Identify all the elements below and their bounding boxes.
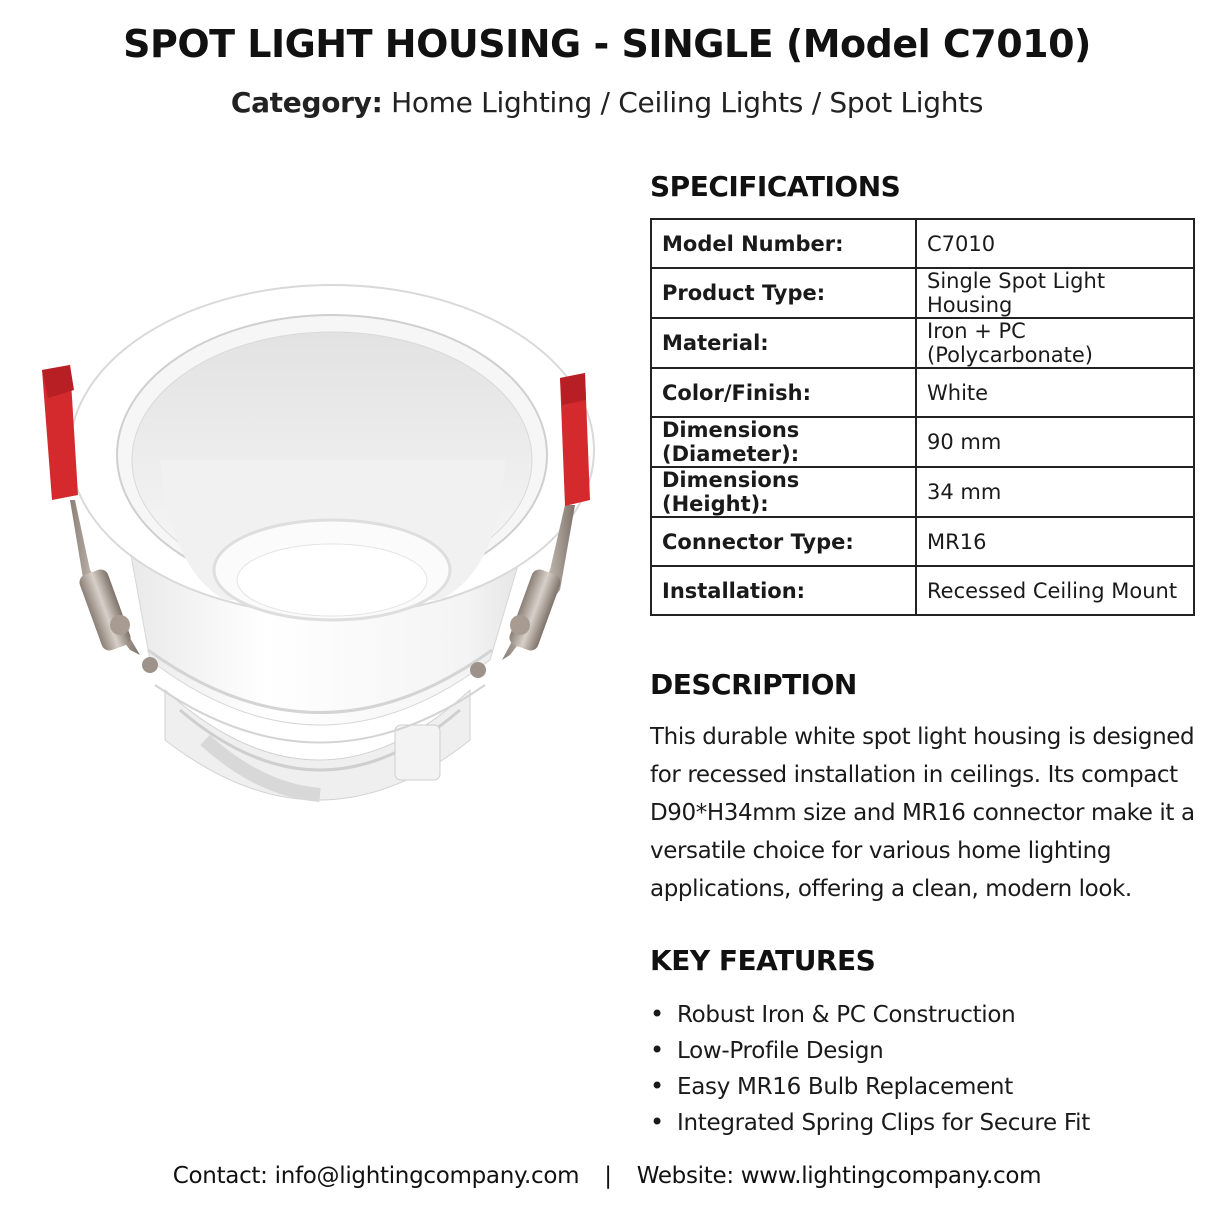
table-row (651, 417, 1194, 467)
table-row (651, 318, 1194, 368)
spec-value: MR16 (916, 517, 1194, 566)
description-heading: DESCRIPTION (650, 668, 857, 701)
bullet-icon: • (650, 1072, 664, 1100)
feature-text: Robust Iron & PC Construction (677, 1002, 1016, 1028)
table-row (651, 517, 1194, 566)
bullet-icon: • (650, 1000, 664, 1028)
page-title: SPOT LIGHT HOUSING - SINGLE (Model C7010) (123, 22, 1091, 66)
bullet-icon: • (650, 1036, 664, 1064)
contact-email[interactable]: Contact: info@lightingcompany.com (172, 1163, 580, 1189)
spec-key: Connector Type: (651, 517, 916, 566)
footer (0, 1163, 1214, 1189)
list-item (650, 1032, 1090, 1068)
category-line (0, 86, 1214, 119)
category-label: Category: (230, 86, 383, 119)
specifications-table (650, 218, 1195, 616)
spec-value: White (916, 368, 1194, 417)
feature-text: Low-Profile Design (677, 1038, 884, 1064)
features-list (650, 996, 1090, 1140)
spec-key: Dimensions (Diameter): (651, 417, 916, 467)
spec-key: Dimensions (Height): (651, 467, 916, 517)
feature-text: Easy MR16 Bulb Replacement (677, 1074, 1013, 1100)
table-row (651, 467, 1194, 517)
spec-value: Iron + PC (Polycarbonate) (916, 318, 1194, 368)
product-image (30, 270, 610, 830)
list-item (650, 996, 1090, 1032)
footer-separator: | (604, 1163, 612, 1189)
spec-key: Model Number: (651, 219, 916, 268)
table-row (651, 219, 1194, 268)
spec-value: Single Spot Light Housing (916, 268, 1194, 318)
category-value: Home Lighting / Ceiling Lights / Spot Lights (391, 86, 984, 119)
specifications-heading: SPECIFICATIONS (650, 170, 901, 203)
spec-key: Installation: (651, 566, 916, 615)
features-heading: KEY FEATURES (650, 944, 876, 977)
spec-value: Recessed Ceiling Mount (916, 566, 1194, 615)
list-item (650, 1068, 1090, 1104)
spec-key: Product Type: (651, 268, 916, 318)
table-row (651, 268, 1194, 318)
description-text: This durable white spot light housing is designed for recessed installation in ceilings. Its compact D90*H34mm size and MR16 connector make it a versatile choice for various home lighting applications, offering a clean, modern look. (650, 724, 1195, 902)
website-link[interactable]: Website: www.lightingcompany.com (636, 1163, 1042, 1189)
feature-text: Integrated Spring Clips for Secure Fit (677, 1110, 1090, 1136)
spec-key: Color/Finish: (651, 368, 916, 417)
table-row (651, 368, 1194, 417)
list-item (650, 1104, 1090, 1140)
bullet-icon: • (650, 1108, 664, 1136)
spec-value: C7010 (916, 219, 1194, 268)
spec-value: 34 mm (916, 467, 1194, 517)
spec-key: Material: (651, 318, 916, 368)
spec-value: 90 mm (916, 417, 1194, 467)
table-row (651, 566, 1194, 615)
